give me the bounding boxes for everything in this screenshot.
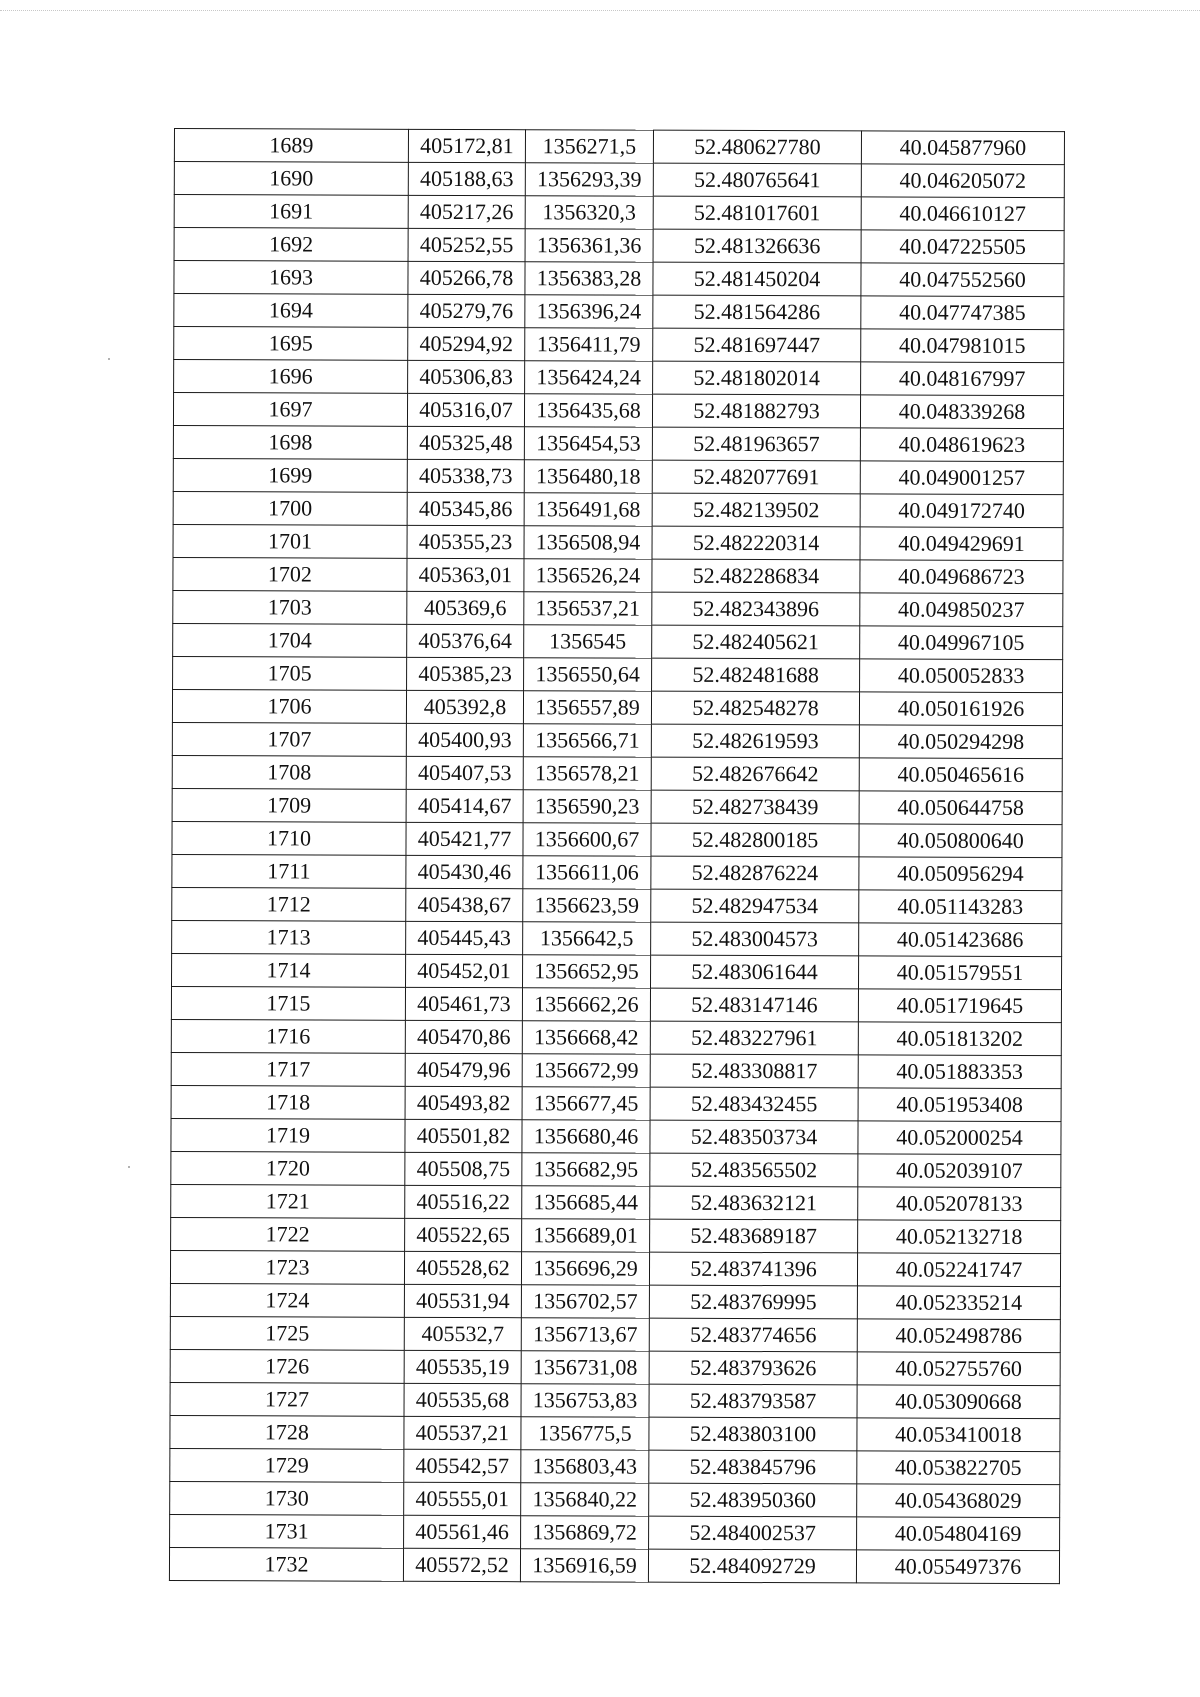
table-row [171, 1085, 1061, 1121]
point-number-cell: 1726 [170, 1349, 404, 1383]
table-row [172, 953, 1062, 989]
longitude-cell: 40.052000254 [858, 1121, 1061, 1155]
latitude-cell: 52.483565502 [650, 1153, 858, 1187]
table-row [170, 1382, 1060, 1418]
latitude-cell: 52.482947534 [651, 889, 859, 923]
table-row [174, 162, 1064, 198]
latitude-cell: 52.482876224 [651, 856, 859, 890]
x-coordinate-cell: 405535,68 [404, 1383, 521, 1416]
y-coordinate-cell: 1356320,3 [525, 196, 653, 229]
x-coordinate-cell: 405306,83 [408, 360, 525, 393]
y-coordinate-cell: 1356491,68 [524, 493, 652, 526]
point-number-cell: 1727 [170, 1382, 404, 1416]
x-coordinate-cell: 405532,7 [404, 1317, 521, 1350]
longitude-cell: 40.047552560 [861, 263, 1064, 297]
table-row [171, 1052, 1061, 1088]
latitude-cell: 52.482405621 [652, 625, 860, 659]
y-coordinate-cell: 1356557,89 [523, 691, 651, 724]
latitude-cell: 52.483803100 [649, 1417, 857, 1451]
y-coordinate-cell: 1356566,71 [523, 724, 651, 757]
longitude-cell: 40.051143283 [859, 890, 1062, 924]
latitude-cell: 52.482139502 [652, 493, 860, 527]
x-coordinate-cell: 405400,93 [406, 723, 523, 756]
y-coordinate-cell: 1356537,21 [524, 592, 652, 625]
y-coordinate-cell: 1356454,53 [524, 427, 652, 460]
latitude-cell: 52.482548278 [651, 691, 859, 725]
y-coordinate-cell: 1356600,67 [523, 823, 651, 856]
latitude-cell: 52.483004573 [651, 922, 859, 956]
latitude-cell: 52.482676642 [651, 757, 859, 791]
x-coordinate-cell: 405479,96 [405, 1053, 522, 1086]
latitude-cell: 52.482220314 [652, 526, 860, 560]
x-coordinate-cell: 405345,86 [407, 492, 524, 525]
x-coordinate-cell: 405522,65 [405, 1218, 522, 1251]
point-number-cell: 1696 [174, 360, 408, 394]
table-row [171, 1019, 1061, 1055]
latitude-cell: 52.482286834 [652, 559, 860, 593]
x-coordinate-cell: 405452,01 [406, 954, 523, 987]
point-number-cell: 1713 [172, 920, 406, 954]
latitude-cell: 52.482481688 [652, 658, 860, 692]
longitude-cell: 40.047747385 [861, 296, 1064, 330]
table-row [173, 393, 1063, 429]
x-coordinate-cell: 405445,43 [406, 921, 523, 954]
table-row [173, 623, 1063, 659]
y-coordinate-cell: 1356702,57 [521, 1285, 649, 1318]
y-coordinate-cell: 1356682,95 [522, 1153, 650, 1186]
point-number-cell: 1730 [170, 1481, 404, 1515]
longitude-cell: 40.050956294 [859, 857, 1062, 891]
longitude-cell: 40.050161926 [859, 692, 1062, 726]
table-row [170, 1349, 1060, 1385]
latitude-cell: 52.481326636 [653, 229, 861, 263]
y-coordinate-cell: 1356680,46 [522, 1120, 650, 1153]
x-coordinate-cell: 405461,73 [405, 987, 522, 1020]
longitude-cell: 40.055497376 [856, 1550, 1059, 1584]
point-number-cell: 1721 [171, 1184, 405, 1218]
table-row [172, 722, 1062, 758]
point-number-cell: 1691 [174, 195, 408, 229]
point-number-cell: 1718 [171, 1085, 405, 1119]
table-row [172, 887, 1062, 923]
scan-speck [128, 1166, 130, 1168]
point-number-cell: 1708 [172, 755, 406, 789]
y-coordinate-cell: 1356869,72 [521, 1516, 649, 1549]
x-coordinate-cell: 405294,92 [408, 327, 525, 360]
x-coordinate-cell: 405508,75 [405, 1152, 522, 1185]
point-number-cell: 1704 [173, 623, 407, 657]
table-row [171, 1184, 1061, 1220]
y-coordinate-cell: 1356526,24 [524, 559, 652, 592]
scan-top-edge [0, 10, 1200, 11]
latitude-cell: 52.481882793 [652, 394, 860, 428]
point-number-cell: 1692 [174, 228, 408, 262]
y-coordinate-cell: 1356652,95 [523, 955, 651, 988]
x-coordinate-cell: 405316,07 [407, 393, 524, 426]
longitude-cell: 40.047981015 [861, 329, 1064, 363]
scan-speck [108, 358, 110, 360]
latitude-cell: 52.481963657 [652, 427, 860, 461]
point-number-cell: 1710 [172, 821, 406, 855]
longitude-cell: 40.054804169 [857, 1517, 1060, 1551]
table-row [174, 228, 1064, 264]
latitude-cell: 52.483950360 [649, 1483, 857, 1517]
table-row [169, 1547, 1059, 1583]
y-coordinate-cell: 1356545 [524, 625, 652, 658]
table-row [170, 1415, 1060, 1451]
y-coordinate-cell: 1356689,01 [522, 1219, 650, 1252]
y-coordinate-cell: 1356578,21 [523, 757, 651, 790]
y-coordinate-cell: 1356672,99 [522, 1054, 650, 1087]
latitude-cell: 52.483741396 [649, 1252, 857, 1286]
latitude-cell: 52.480765641 [653, 163, 861, 197]
y-coordinate-cell: 1356271,5 [525, 130, 653, 163]
table-row [170, 1316, 1060, 1352]
longitude-cell: 40.051423686 [859, 923, 1062, 957]
longitude-cell: 40.053090668 [857, 1385, 1060, 1419]
longitude-cell: 40.052498786 [857, 1319, 1060, 1353]
latitude-cell: 52.483503734 [650, 1120, 858, 1154]
x-coordinate-cell: 405217,26 [408, 195, 525, 228]
x-coordinate-cell: 405266,78 [408, 261, 525, 294]
x-coordinate-cell: 405392,8 [406, 690, 523, 723]
longitude-cell: 40.049429691 [860, 527, 1063, 561]
x-coordinate-cell: 405252,55 [408, 228, 525, 261]
longitude-cell: 40.049172740 [860, 494, 1063, 528]
y-coordinate-cell: 1356590,23 [523, 790, 651, 823]
latitude-cell: 52.481017601 [653, 196, 861, 230]
latitude-cell: 52.483774656 [649, 1318, 857, 1352]
longitude-cell: 40.051883353 [858, 1055, 1061, 1089]
latitude-cell: 52.482077691 [652, 460, 860, 494]
point-number-cell: 1716 [171, 1019, 405, 1053]
y-coordinate-cell: 1356668,42 [522, 1021, 650, 1054]
y-coordinate-cell: 1356775,5 [521, 1417, 649, 1450]
table-row [174, 261, 1064, 297]
latitude-cell: 52.483845796 [649, 1450, 857, 1484]
y-coordinate-cell: 1356662,26 [522, 988, 650, 1021]
longitude-cell: 40.046610127 [861, 197, 1064, 231]
longitude-cell: 40.053410018 [857, 1418, 1060, 1452]
table-row [174, 327, 1064, 363]
longitude-cell: 40.051579551 [858, 956, 1061, 990]
latitude-cell: 52.481564286 [653, 295, 861, 329]
longitude-cell: 40.052241747 [857, 1253, 1060, 1287]
y-coordinate-cell: 1356293,39 [525, 163, 653, 196]
y-coordinate-cell: 1356916,59 [520, 1549, 648, 1582]
y-coordinate-cell: 1356424,24 [525, 361, 653, 394]
point-number-cell: 1690 [174, 162, 408, 196]
latitude-cell: 52.483147146 [650, 988, 858, 1022]
latitude-cell: 52.481450204 [653, 262, 861, 296]
latitude-cell: 52.482619593 [651, 724, 859, 758]
x-coordinate-cell: 405493,82 [405, 1086, 522, 1119]
point-number-cell: 1728 [170, 1415, 404, 1449]
latitude-cell: 52.484002537 [649, 1516, 857, 1550]
table-row [172, 854, 1062, 890]
x-coordinate-cell: 405325,48 [407, 426, 524, 459]
longitude-cell: 40.054368029 [857, 1484, 1060, 1518]
table-row [173, 491, 1063, 527]
point-number-cell: 1699 [173, 458, 407, 492]
x-coordinate-cell: 405572,52 [403, 1548, 520, 1581]
x-coordinate-cell: 405535,19 [404, 1350, 521, 1383]
longitude-cell: 40.050294298 [859, 725, 1062, 759]
table-row [174, 129, 1064, 165]
table-row [172, 920, 1062, 956]
longitude-cell: 40.048619623 [860, 428, 1063, 462]
latitude-cell: 52.482738439 [651, 790, 859, 824]
table-row [170, 1481, 1060, 1517]
y-coordinate-cell: 1356383,28 [525, 262, 653, 295]
point-number-cell: 1695 [174, 327, 408, 361]
longitude-cell: 40.052078133 [858, 1187, 1061, 1221]
table-row [173, 425, 1063, 461]
x-coordinate-cell: 405376,64 [407, 624, 524, 657]
table-row [172, 755, 1062, 791]
latitude-cell: 52.482343896 [652, 592, 860, 626]
x-coordinate-cell: 405537,21 [404, 1416, 521, 1449]
latitude-cell: 52.484092729 [648, 1549, 856, 1583]
y-coordinate-cell: 1356550,64 [524, 658, 652, 691]
x-coordinate-cell: 405542,57 [404, 1449, 521, 1482]
point-number-cell: 1719 [171, 1118, 405, 1152]
longitude-cell: 40.050465616 [859, 758, 1062, 792]
point-number-cell: 1724 [170, 1283, 404, 1317]
latitude-cell: 52.483793587 [649, 1384, 857, 1418]
y-coordinate-cell: 1356361,36 [525, 229, 653, 262]
point-number-cell: 1712 [172, 887, 406, 921]
point-number-cell: 1709 [172, 788, 406, 822]
x-coordinate-cell: 405385,23 [407, 657, 524, 690]
longitude-cell: 40.053822705 [857, 1451, 1060, 1485]
longitude-cell: 40.049967105 [860, 626, 1063, 660]
point-number-cell: 1693 [174, 261, 408, 295]
y-coordinate-cell: 1356840,22 [521, 1483, 649, 1516]
table-row [171, 1118, 1061, 1154]
x-coordinate-cell: 405188,63 [408, 162, 525, 195]
y-coordinate-cell: 1356508,94 [524, 526, 652, 559]
table-row [170, 1514, 1060, 1550]
y-coordinate-cell: 1356731,08 [521, 1351, 649, 1384]
longitude-cell: 40.052132718 [858, 1220, 1061, 1254]
x-coordinate-cell: 405407,53 [406, 756, 523, 789]
point-number-cell: 1694 [174, 294, 408, 328]
table-row [173, 524, 1063, 560]
coordinates-table-body [169, 129, 1064, 1584]
x-coordinate-cell: 405555,01 [404, 1482, 521, 1515]
point-number-cell: 1720 [171, 1151, 405, 1185]
table-row [171, 1151, 1061, 1187]
y-coordinate-cell: 1356611,06 [523, 856, 651, 889]
point-number-cell: 1731 [170, 1514, 404, 1548]
longitude-cell: 40.050644758 [859, 791, 1062, 825]
x-coordinate-cell: 405369,6 [407, 591, 524, 624]
x-coordinate-cell: 405363,01 [407, 558, 524, 591]
table-row [171, 1217, 1061, 1253]
y-coordinate-cell: 1356480,18 [524, 460, 652, 493]
y-coordinate-cell: 1356623,59 [523, 889, 651, 922]
y-coordinate-cell: 1356713,67 [521, 1318, 649, 1351]
longitude-cell: 40.046205072 [861, 164, 1064, 198]
table-row [172, 821, 1062, 857]
x-coordinate-cell: 405338,73 [407, 459, 524, 492]
point-number-cell: 1714 [172, 953, 406, 987]
point-number-cell: 1725 [170, 1316, 404, 1350]
point-number-cell: 1701 [173, 524, 407, 558]
longitude-cell: 40.047225505 [861, 230, 1064, 264]
longitude-cell: 40.049686723 [860, 560, 1063, 594]
y-coordinate-cell: 1356435,68 [524, 394, 652, 427]
latitude-cell: 52.483308817 [650, 1054, 858, 1088]
point-number-cell: 1700 [173, 491, 407, 525]
longitude-cell: 40.051813202 [858, 1022, 1061, 1056]
latitude-cell: 52.481697447 [653, 328, 861, 362]
y-coordinate-cell: 1356753,83 [521, 1384, 649, 1417]
y-coordinate-cell: 1356803,43 [521, 1450, 649, 1483]
point-number-cell: 1698 [173, 425, 407, 459]
x-coordinate-cell: 405414,67 [406, 789, 523, 822]
point-number-cell: 1717 [171, 1052, 405, 1086]
table-row [171, 986, 1061, 1022]
point-number-cell: 1711 [172, 854, 406, 888]
table-row [172, 689, 1062, 725]
longitude-cell: 40.050800640 [859, 824, 1062, 858]
coordinates-table [169, 128, 1065, 1584]
y-coordinate-cell: 1356685,44 [522, 1186, 650, 1219]
point-number-cell: 1707 [172, 722, 406, 756]
point-number-cell: 1689 [174, 129, 408, 163]
latitude-cell: 52.483689187 [650, 1219, 858, 1253]
table-row [170, 1283, 1060, 1319]
point-number-cell: 1723 [170, 1250, 404, 1284]
x-coordinate-cell: 405355,23 [407, 525, 524, 558]
x-coordinate-cell: 405430,46 [406, 855, 523, 888]
table-row [170, 1250, 1060, 1286]
point-number-cell: 1722 [171, 1217, 405, 1251]
y-coordinate-cell: 1356677,45 [522, 1087, 650, 1120]
table-row [173, 557, 1063, 593]
latitude-cell: 52.481802014 [653, 361, 861, 395]
longitude-cell: 40.051953408 [858, 1088, 1061, 1122]
longitude-cell: 40.051719645 [858, 989, 1061, 1023]
point-number-cell: 1715 [171, 986, 405, 1020]
table-row [172, 788, 1062, 824]
table-row [173, 458, 1063, 494]
point-number-cell: 1732 [169, 1547, 403, 1581]
latitude-cell: 52.483793626 [649, 1351, 857, 1385]
x-coordinate-cell: 405561,46 [404, 1515, 521, 1548]
x-coordinate-cell: 405528,62 [404, 1251, 521, 1284]
x-coordinate-cell: 405516,22 [405, 1185, 522, 1218]
latitude-cell: 52.483632121 [650, 1186, 858, 1220]
longitude-cell: 40.048339268 [860, 395, 1063, 429]
table-row [170, 1448, 1060, 1484]
point-number-cell: 1702 [173, 557, 407, 591]
longitude-cell: 40.049850237 [860, 593, 1063, 627]
x-coordinate-cell: 405531,94 [404, 1284, 521, 1317]
table-row [173, 656, 1063, 692]
x-coordinate-cell: 405501,82 [405, 1119, 522, 1152]
latitude-cell: 52.480627780 [653, 130, 861, 164]
longitude-cell: 40.052039107 [858, 1154, 1061, 1188]
latitude-cell: 52.483432455 [650, 1087, 858, 1121]
point-number-cell: 1703 [173, 590, 407, 624]
x-coordinate-cell: 405421,77 [406, 822, 523, 855]
table-row [174, 294, 1064, 330]
table-row [174, 360, 1064, 396]
point-number-cell: 1705 [173, 656, 407, 690]
point-number-cell: 1697 [173, 393, 407, 427]
x-coordinate-cell: 405279,76 [408, 294, 525, 327]
latitude-cell: 52.483769995 [649, 1285, 857, 1319]
table-row [173, 590, 1063, 626]
latitude-cell: 52.482800185 [651, 823, 859, 857]
longitude-cell: 40.049001257 [860, 461, 1063, 495]
point-number-cell: 1729 [170, 1448, 404, 1482]
y-coordinate-cell: 1356396,24 [525, 295, 653, 328]
table-row [174, 195, 1064, 231]
latitude-cell: 52.483227961 [650, 1021, 858, 1055]
y-coordinate-cell: 1356411,79 [525, 328, 653, 361]
y-coordinate-cell: 1356696,29 [521, 1252, 649, 1285]
y-coordinate-cell: 1356642,5 [523, 922, 651, 955]
longitude-cell: 40.052335214 [857, 1286, 1060, 1320]
longitude-cell: 40.052755760 [857, 1352, 1060, 1386]
point-number-cell: 1706 [172, 689, 406, 723]
longitude-cell: 40.050052833 [860, 659, 1063, 693]
x-coordinate-cell: 405438,67 [406, 888, 523, 921]
longitude-cell: 40.045877960 [861, 131, 1064, 165]
x-coordinate-cell: 405172,81 [408, 129, 525, 162]
latitude-cell: 52.483061644 [651, 955, 859, 989]
x-coordinate-cell: 405470,86 [405, 1020, 522, 1053]
longitude-cell: 40.048167997 [861, 362, 1064, 396]
